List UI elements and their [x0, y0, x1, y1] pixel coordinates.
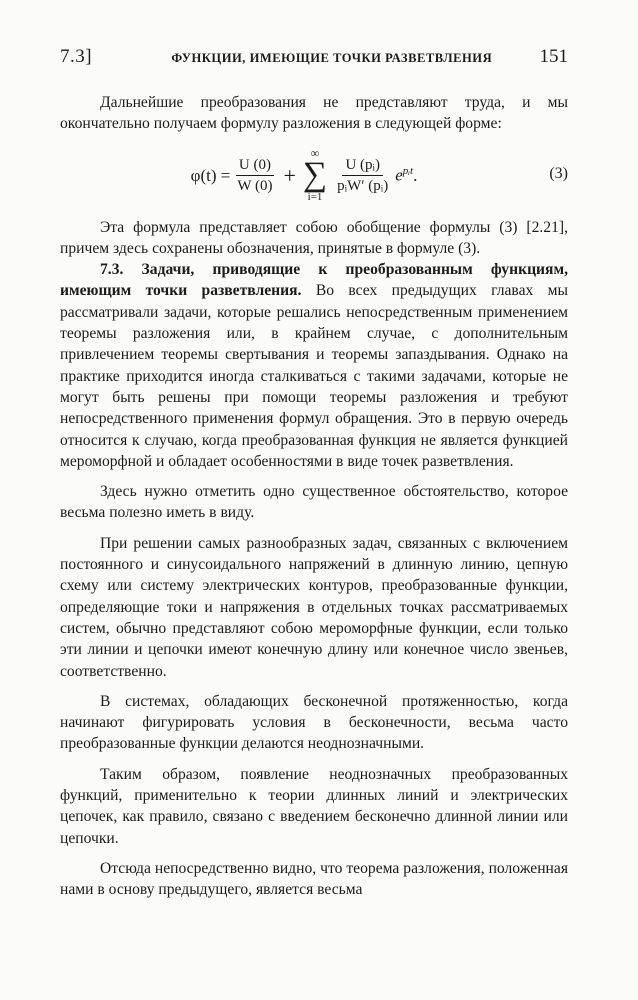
plus-sign: +: [283, 162, 296, 188]
page-number: 151: [539, 46, 568, 67]
paragraph-infinite-systems: В системах, обладающих бесконечной протяженностью, когда начинают фигурировать условия в бесконечности, весьма часто преобразованные функции делаются неоднозначными.: [60, 692, 568, 753]
paragraph-generalization: Эта формула представляет собою обобщение формулы (3) [2.21], причем здесь сохранены обозначения, принятые в формуле (3).: [60, 218, 568, 257]
exponential-power: pᵢt: [402, 165, 414, 178]
paragraph-section-7-3: [60, 259, 568, 472]
summation-lower-limit: i=1: [307, 191, 323, 204]
section-reference: 7.3]: [60, 46, 93, 67]
fraction-second: [334, 156, 391, 195]
fraction-first: [234, 156, 275, 195]
formula-lhs: φ(t) =: [190, 165, 231, 185]
formula-period: .: [413, 165, 418, 185]
running-head: [60, 46, 568, 76]
exponential-base: e: [395, 165, 403, 185]
equation-number: (3): [549, 164, 568, 182]
fraction-second-denominator: pᵢW′ (pᵢ): [337, 178, 389, 195]
section-heading: 7.3. Задачи, приводящие к преобразованным функциям, имеющим точки разветвления.: [60, 261, 568, 300]
summation: [303, 147, 327, 204]
running-title: ФУНКЦИИ, ИМЕЮЩИЕ ТОЧКИ РАЗВЕТВЛЕНИЯ: [171, 51, 493, 65]
summation-symbol: ∑: [302, 156, 328, 194]
book-page: [60, 46, 568, 901]
paragraph-remark: Здесь нужно отметить одно существенное обстоятельство, которое весьма полезно иметь в виду.: [60, 483, 568, 522]
summation-upper-limit: ∞: [310, 146, 320, 161]
paragraph-intro: Дальнейшие преобразования не представляют труда, и мы окончательно получаем формулу разложения в следующей форме:: [60, 94, 568, 133]
fraction-second-numerator: U (pᵢ): [342, 156, 383, 176]
exponential: [395, 165, 413, 186]
formula-body: [191, 147, 418, 204]
paragraph-finite-systems: При решении самых разнообразных задач, связанных с включением постоянного и синусоидального напряжений в длинную линию, цепную схему или систему электрических контуров, преобразованные функции, определяющие токи и напряжения в отдельных точках рассматриваемых систем, обычно представляют собою мероморфные функции, если только эти линии и цепочки имеют конечную длину или конечное число звеньев, соответственно.: [60, 534, 568, 680]
paragraph-theorem: Отсюда непосредственно видно, что теорема разложения, положенная нами в основу предыдущего, является весьма: [60, 859, 568, 899]
formula-3: [60, 139, 568, 213]
fraction-first-denominator: W (0): [237, 178, 273, 195]
section-body: Во всех предыдущих главах мы рассматривали задачи, которые решались непосредственным применением теоремы разложения или, в крайнем случае, с дополнительным привлечением теоремы свертывания и теоремы запаздывания. Однако на практике приходится иногда сталкиваться с такими задачами, которые не могут быть решены при помощи теоремы разложения и требуют непосредственного применения формул обращения. Это в первую очередь относится к случаю, когда преобразованная функция не является функцией мероморфной и обладает особенностями в виде точек разветвления.: [60, 282, 568, 470]
paragraph-conclusion: Таким образом, появление неоднозначных преобразованных функций, применительно к теории длинных линий и электрических цепочек, как правило, связано с введением бесконечно длинной линии или цепочки.: [60, 765, 568, 847]
fraction-first-numerator: U (0): [236, 156, 274, 176]
